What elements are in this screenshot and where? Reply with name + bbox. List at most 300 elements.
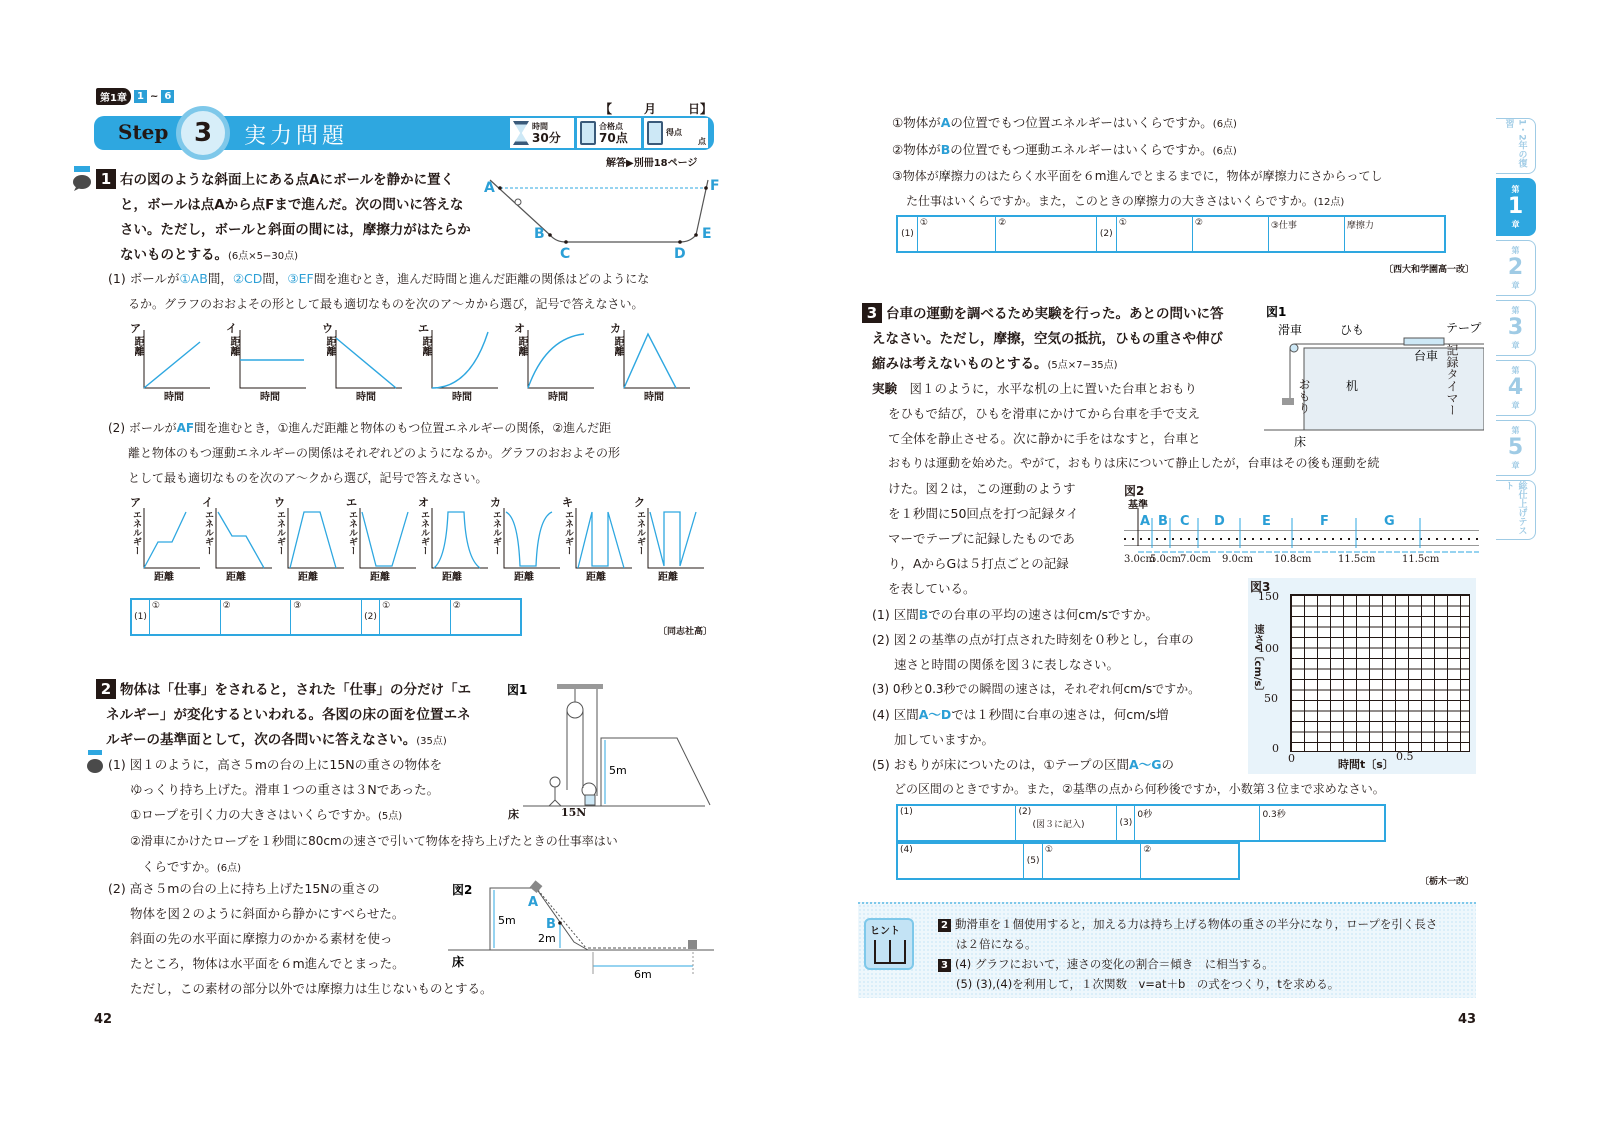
- hint-badge: [864, 918, 914, 970]
- text: を１秒間に50回点を打つ記録タイ: [888, 506, 1079, 521]
- tab-number: 2: [1507, 255, 1524, 280]
- text: では１秒間に台車の速さは，何cm/s増: [951, 707, 1169, 722]
- text: おもりは運動を始めた。やがて，おもりは床について静止したが，台車はその後も運動を続: [888, 456, 1380, 470]
- hint-number: 3: [938, 959, 951, 972]
- q2-line: ルギーの基準面として，次の各問いに答えなさい。: [106, 732, 417, 748]
- tab-bottom: 章: [1511, 401, 1520, 410]
- distance-6m: 6m: [634, 968, 652, 980]
- graph-label: イ: [226, 322, 237, 335]
- stats-panel: [510, 118, 708, 148]
- hint-text: (4) グラフにおいて，速さの変化の割合＝傾き に相当する。: [955, 957, 1274, 971]
- answer-cell[interactable]: ②: [996, 216, 1097, 252]
- hint-box: [858, 902, 1476, 998]
- pulley-label: 滑車: [1278, 323, 1303, 337]
- date-month: 月: [643, 102, 656, 116]
- q2-points: (35点): [416, 736, 447, 747]
- energy-graph-o: [418, 494, 488, 583]
- fig-label: 図3: [1250, 580, 1271, 594]
- text: るか。グラフのおおよその形として最も適切なものを次のア〜カから選び，記号で答えなさい。: [128, 297, 644, 311]
- q2-line: 物体は「仕事」をされると，された「仕事」の分だけ「エ: [120, 682, 471, 698]
- tab-bottom: 章: [1511, 461, 1520, 470]
- section-D: D: [1214, 514, 1225, 529]
- text: の位置でもつ運動エネルギーはいくらですか。: [950, 142, 1213, 157]
- q3-questions: [872, 602, 1252, 777]
- stat-time: [510, 118, 574, 148]
- open-book-icon: [874, 940, 906, 964]
- page-number-right: 43: [1458, 1012, 1477, 1027]
- answer-label: (1): [131, 599, 149, 635]
- q3-fig2-tape: [1124, 482, 1479, 572]
- q3-fig3-graph[interactable]: [1248, 578, 1476, 774]
- cart-label: 台車: [1414, 349, 1439, 363]
- side-tab-chapter-5[interactable]: [1496, 420, 1536, 476]
- answer-cell[interactable]: ③: [291, 599, 362, 635]
- checkbox-clipboard-icon: [647, 121, 663, 145]
- x-label: 距離: [370, 572, 390, 583]
- energy-graph-a: [130, 494, 200, 583]
- section-ref: B: [918, 607, 929, 622]
- answer-cell[interactable]: ②: [1192, 216, 1268, 252]
- date-day: 日】: [687, 102, 712, 116]
- answer-cell[interactable]: ①: [917, 216, 995, 252]
- q3-line: 台車の運動を調べるため実験を行った。あとの問いに答: [886, 306, 1224, 322]
- q3-answer-box-row2: [896, 842, 1240, 880]
- text: たところ，物体は水平面を６m進んでとまった。: [130, 956, 405, 971]
- tape-label: テープ: [1446, 321, 1482, 335]
- sub-label: (5): [872, 757, 890, 772]
- energy-graph-ka: [490, 494, 560, 583]
- y-label: 距離: [420, 336, 431, 356]
- answer-cell[interactable]: ②: [220, 599, 291, 635]
- y-label: 距離: [516, 336, 527, 356]
- step-word: Step: [118, 120, 169, 144]
- y-axis-label: 速さv〔cm/s〕: [1252, 624, 1263, 697]
- hint-number: 2: [938, 919, 951, 932]
- x-label: 時間: [164, 392, 184, 403]
- answer-cell[interactable]: ①: [1042, 843, 1140, 879]
- q1-answer-box: [130, 598, 522, 636]
- q1-sub2: [108, 416, 720, 491]
- q2-fig2-slope: [448, 880, 714, 980]
- graph-u: [322, 320, 412, 403]
- q2-answer-box: [896, 215, 1446, 253]
- graph-label: エ: [418, 322, 429, 335]
- answer-cell[interactable]: ③仕事: [1268, 216, 1344, 252]
- x-label: 距離: [442, 572, 462, 583]
- important-badge: [72, 166, 94, 196]
- side-tab-chapter-4[interactable]: [1496, 360, 1536, 416]
- weight-label: 15N: [561, 806, 587, 819]
- side-tab-final-test[interactable]: [1496, 480, 1536, 540]
- text: の: [1161, 757, 1174, 772]
- text: ②物体が: [892, 142, 941, 157]
- point-E: E: [702, 226, 712, 242]
- text: として最も適切なものを次のア〜クから選び，記号で答えなさい。: [128, 471, 488, 485]
- hint-text: は２倍になる。: [956, 937, 1037, 951]
- x-label: 距離: [226, 572, 246, 583]
- range-start: 1: [134, 90, 147, 103]
- q1-distance-time-graphs: [130, 320, 720, 405]
- fig-label: 図1: [507, 683, 528, 697]
- y-label: エネルギー: [347, 510, 357, 555]
- sub-label: (1): [872, 607, 890, 622]
- text: おもりが床についたのは，①テープの区間: [893, 757, 1130, 772]
- graph-ka: [610, 320, 700, 403]
- point-B: B: [534, 226, 545, 242]
- q1-line: ないものとする。: [120, 247, 228, 263]
- q3-points: (5点×7−35点): [1047, 360, 1118, 371]
- text: た仕事はいくらですか。また，このときの摩擦力の大きさはいくらですか。: [906, 194, 1314, 208]
- floor-label: 床: [1294, 435, 1307, 449]
- text: 間，: [207, 271, 233, 286]
- q1-number: 1: [96, 169, 116, 189]
- y-label: エネルギー: [275, 510, 285, 555]
- length: 5.0cm: [1150, 554, 1181, 565]
- height-2m: 2m: [538, 932, 556, 945]
- text: くらですか。: [142, 859, 217, 874]
- text: 図２の基準の点が打点された時刻を０秒とし，台車の: [893, 632, 1194, 647]
- q1-line: さい。ただし，ボールと斜面の間には，摩擦力がはたらか: [120, 222, 471, 238]
- text: 物体を図２のように斜面から静かにすべらせた。: [130, 906, 405, 921]
- q1-stem: [96, 168, 476, 269]
- text: どの区間のときですか。また，②基準の点から何秒後ですか，小数第３位まで求めなさい。: [894, 782, 1385, 796]
- point-A: A: [484, 180, 495, 196]
- energy-graph-e: [346, 494, 416, 583]
- energy-graph-ki: [562, 494, 632, 583]
- seg-ab: ①AB: [179, 271, 208, 286]
- text: 図１のように，水平な机の上に置いた台車とおもり: [909, 381, 1198, 396]
- x-label: 時間: [356, 392, 376, 403]
- y-label: エネルギー: [491, 510, 501, 555]
- q1-line: と，ボールは点Aから点Fまで進んだ。次の問いに答えな: [120, 197, 464, 213]
- y-tick: 50: [1264, 692, 1278, 705]
- hint-item: [938, 914, 1474, 994]
- length: 7.0cm: [1180, 554, 1211, 565]
- section-A: A: [1140, 514, 1151, 529]
- medal-clipboard-icon: [580, 121, 596, 145]
- graph-label: オ: [418, 496, 429, 509]
- answer-label: (3): [1117, 805, 1135, 841]
- speech-bubble-icon: [72, 166, 94, 192]
- timer-label: 記録タイマー: [1445, 344, 1459, 416]
- x-axis-label: 時間t〔s〕: [1338, 758, 1394, 771]
- tab-bottom: 章: [1511, 220, 1520, 229]
- sub-label: (1): [108, 271, 126, 286]
- height-5m: 5m: [498, 914, 516, 927]
- graph-label: ク: [634, 496, 645, 509]
- graph-label: ア: [130, 322, 141, 335]
- tab-number: 3: [1507, 315, 1524, 340]
- slope-figure: [480, 170, 720, 260]
- points: (12点): [1313, 197, 1345, 208]
- reference-label: 基準: [1128, 500, 1148, 511]
- text: 速さと時間の関係を図３に表しなさい。: [894, 657, 1120, 672]
- hint-text: (5) (3),(4)を利用して，１次関数 v=at＋b の式をつくり，tを求める。: [956, 977, 1340, 991]
- tab-top: 第: [1511, 246, 1520, 255]
- q2-sub1: [108, 752, 720, 881]
- answer-cell[interactable]: 0秒: [1135, 805, 1260, 841]
- answer-cell[interactable]: ②: [1141, 843, 1239, 879]
- tab-bottom: 章: [1511, 341, 1520, 350]
- graph-label: エ: [346, 496, 357, 509]
- text: の位置でもつ位置エネルギーはいくらですか。: [950, 115, 1213, 130]
- answer-label: (2): [1096, 216, 1116, 252]
- text: 加していますか。: [894, 732, 995, 747]
- seg-ef: ③EF: [287, 271, 314, 286]
- sub-label: (2): [108, 421, 125, 435]
- q3-answer-box-row1: [896, 804, 1386, 842]
- q1-points: (6点×5−30点): [228, 251, 299, 262]
- points: (6点): [216, 863, 242, 874]
- y-label: エネルギー: [635, 510, 645, 555]
- sub-label: (2): [108, 881, 126, 896]
- length: 3.0cm: [1124, 554, 1155, 565]
- side-tab-chapter-3[interactable]: [1496, 300, 1536, 356]
- sub-label: (1): [108, 757, 126, 772]
- chapter-tag: [96, 88, 174, 105]
- source-citation: 〔同志社高〕: [658, 627, 713, 637]
- height-label: 5m: [609, 764, 627, 777]
- grid[interactable]: [1290, 594, 1470, 752]
- points: (6点): [1212, 119, 1237, 130]
- step-banner: [94, 116, 714, 150]
- text: ただし，この素材の部分以外では摩擦力は生じないものとする。: [130, 981, 493, 996]
- point-C: C: [560, 246, 571, 260]
- graph-a: [130, 320, 220, 403]
- text: 間を進むとき，①進んだ距離と物体のもつ位置エネルギーの関係，②進んだ距: [194, 421, 612, 435]
- text: 間，: [262, 271, 288, 286]
- text: り，AからGは５打点ごとの記録: [888, 556, 1069, 571]
- tab-top: 第: [1511, 306, 1520, 315]
- source-citation: 〔栃木一改〕: [1420, 877, 1475, 887]
- answer-cell[interactable]: ②: [450, 599, 521, 635]
- range-end: 6: [161, 90, 174, 103]
- section-G: G: [1384, 514, 1395, 529]
- q2-continued: [892, 110, 1482, 215]
- length: 10.8cm: [1274, 554, 1312, 565]
- source-citation: 〔西大和学園高一改〕: [1384, 265, 1475, 275]
- graph-label: カ: [610, 322, 621, 335]
- answer-label: (2): [361, 599, 379, 635]
- side-tab-chapter-2[interactable]: [1496, 240, 1536, 296]
- point-A: A: [528, 895, 539, 910]
- answer-cell[interactable]: 摩擦力: [1344, 216, 1445, 252]
- text: ①ロープを引く力の大きさはいくらですか。: [130, 807, 378, 822]
- text: ②滑車にかけたロープを１秒間に80cmの速さで引いて物体を持ち上げたときの仕事率はい: [130, 834, 618, 848]
- speech-bubble-icon: [86, 750, 106, 776]
- seg-af: AF: [176, 421, 195, 435]
- sub-label: (3): [872, 682, 889, 696]
- x-label: 距離: [658, 572, 678, 583]
- tab-number: 4: [1507, 375, 1524, 400]
- tab-label: 1・2年の復習: [1503, 119, 1527, 168]
- energy-graph-ku: [634, 494, 704, 583]
- x-label: 距離: [298, 572, 318, 583]
- answer-cell[interactable]: ①: [380, 599, 451, 635]
- page-title: 実力問題: [244, 124, 349, 149]
- graph-label: カ: [490, 496, 501, 509]
- text: 斜面の先の水平面に摩擦力のかかる素材を使っ: [130, 931, 393, 946]
- graph-i: [226, 320, 316, 403]
- graph-label: イ: [202, 496, 213, 509]
- page-number-left: 42: [94, 1012, 113, 1027]
- energy-graph-i: [202, 494, 272, 583]
- length: 11.5cm: [1338, 554, 1376, 565]
- y-label: エネルギー: [203, 510, 213, 555]
- graph-label: ウ: [274, 496, 285, 509]
- graph-label: キ: [562, 496, 573, 509]
- sub-label: (4): [872, 707, 890, 722]
- stat-score[interactable]: [644, 118, 708, 148]
- y-tick: 0: [1272, 742, 1279, 755]
- floor-label: 床: [508, 808, 519, 821]
- text: ボールが: [128, 421, 177, 435]
- length: 9.0cm: [1222, 554, 1253, 565]
- seg-cd: ②CD: [232, 271, 263, 286]
- answer-label: (2): [1018, 807, 1032, 817]
- graph-label: ア: [130, 496, 141, 509]
- x-label: 距離: [154, 572, 174, 583]
- x-label: 距離: [586, 572, 606, 583]
- graph-e: [418, 320, 508, 403]
- text: 区間: [893, 707, 919, 722]
- points: (6点): [1212, 146, 1237, 157]
- tab-top: 第: [1511, 426, 1520, 435]
- point-B: B: [546, 917, 556, 932]
- y-label: 距離: [228, 336, 239, 356]
- y-label: エネルギー: [563, 510, 573, 555]
- text: マーでテープに記録したものであ: [888, 531, 1075, 546]
- y-label: 距離: [324, 336, 335, 356]
- floor-label: 床: [452, 955, 465, 969]
- y-tick: 150: [1258, 590, 1279, 603]
- answer-cell[interactable]: ①: [1116, 216, 1192, 252]
- important-badge-2: [86, 750, 106, 780]
- section-F: F: [1320, 514, 1329, 529]
- step-number: 3: [193, 118, 213, 148]
- q1-sub1: [108, 266, 718, 317]
- answer-reference: 解答▶別冊18ページ: [606, 158, 698, 169]
- fig-label: 図1: [1266, 305, 1287, 319]
- side-tab-review[interactable]: [1496, 118, 1536, 174]
- x-label: 時間: [644, 392, 664, 403]
- side-tab-chapter-1[interactable]: [1496, 178, 1536, 236]
- fig-label: 図2: [452, 883, 473, 897]
- answer-label: (1): [897, 216, 917, 252]
- sub-label: (2): [872, 632, 890, 647]
- chapter-label: 第1章: [96, 88, 131, 105]
- hourglass-icon: [513, 121, 529, 145]
- y-label: エネルギー: [419, 510, 429, 555]
- stat-value: 70点: [599, 130, 628, 145]
- q2-stem: [96, 678, 506, 754]
- graph-label: オ: [514, 322, 525, 335]
- text: 高さ５mの台の上に持ち上げた15Nの重さの: [129, 881, 380, 896]
- experiment-label: 実験: [872, 381, 898, 396]
- text: をひもで結び，ひもを滑車にかけてから台車を手で支え: [888, 406, 1201, 421]
- text: けた。図２は，この運動のようす: [888, 481, 1076, 496]
- hint-label: ヒント: [870, 926, 900, 937]
- text: ③物体が摩擦力のはたらく水平面を６m進んでとまるまでに，物体が摩擦力にさからってし: [892, 169, 1383, 183]
- q3-line: えなさい。ただし，摩擦，空気の抵抗，ひもの重さや伸び: [872, 331, 1223, 347]
- q2-sub2: [108, 876, 458, 976]
- fig-label: 図2: [1124, 484, 1145, 498]
- q3-stem: [862, 302, 1262, 378]
- q1-line: 右の図のような斜面上にある点Aにボールを静かに置く: [120, 172, 455, 188]
- q3-number: 3: [862, 303, 882, 323]
- section-ref: A〜G: [1129, 757, 1162, 772]
- tab-top: 第: [1511, 185, 1520, 194]
- text: ボールが: [129, 271, 180, 286]
- section-ref: A〜D: [918, 707, 952, 722]
- date-line: [600, 100, 712, 117]
- weight-label: おもり: [1297, 378, 1311, 414]
- text: ①物体が: [892, 115, 941, 130]
- graph-label: ウ: [322, 322, 333, 335]
- range-sep: ~: [149, 91, 159, 102]
- energy-graph-u: [274, 494, 344, 583]
- x-label: 時間: [260, 392, 280, 403]
- stat-unit: 点: [698, 137, 706, 146]
- x-tick: 0: [1288, 752, 1295, 765]
- text: での台車の平均の速さは何cm/sですか。: [928, 607, 1159, 622]
- section-E: E: [1262, 514, 1271, 529]
- y-label: エネルギー: [131, 510, 141, 555]
- hint-text: 動滑車を１個使用すると，加える力は持ち上げる物体の重さの半分になり，ロープを引く長さ: [955, 917, 1438, 931]
- answer-cell[interactable]: (1): [897, 805, 1016, 841]
- point-D: D: [674, 246, 686, 260]
- q2-line: ネルギー」が変化するといわれる。各図の床の面を位置エネ: [106, 707, 471, 723]
- stat-value: 30分: [532, 130, 561, 145]
- q3-line: 縮みは考えないものとする。: [872, 356, 1048, 372]
- length: 11.5cm: [1402, 554, 1440, 565]
- step-number-circle: [176, 106, 230, 160]
- x-label: 時間: [452, 392, 472, 403]
- stat-passing: [577, 118, 641, 148]
- section-C: C: [1180, 514, 1190, 529]
- stat-label: 合格点: [599, 121, 623, 131]
- q1-energy-distance-graphs: [130, 494, 720, 584]
- y-label: 距離: [132, 336, 143, 356]
- text: 0秒と0.3秒での瞬間の速さは，それぞれ何cm/sですか。: [892, 682, 1201, 696]
- answer-label: (5): [1024, 843, 1042, 879]
- date-open: 【: [600, 102, 613, 116]
- answer-cell[interactable]: (4): [897, 843, 1024, 879]
- point-F: F: [710, 178, 720, 194]
- answer-note: (図３に記入): [1032, 820, 1085, 830]
- string-label: ひも: [1340, 323, 1365, 337]
- q2-number: 2: [96, 679, 116, 699]
- y-tick: 100: [1258, 642, 1279, 655]
- point-A: A: [940, 115, 951, 130]
- tab-label: 総仕上げテスト: [1503, 481, 1527, 535]
- tab-top: 第: [1511, 366, 1520, 375]
- text: 離と物体のもつ運動エネルギーの関係はそれぞれどのようになるか。グラフのおおよその形: [128, 446, 621, 460]
- answer-cell[interactable]: 0.3秒: [1260, 805, 1385, 841]
- x-label: 距離: [514, 572, 534, 583]
- text: を表している。: [888, 581, 976, 596]
- answer-cell[interactable]: ①: [149, 599, 220, 635]
- x-label: 時間: [548, 392, 568, 403]
- stat-label: 得点: [666, 128, 682, 137]
- text: 区間: [893, 607, 919, 622]
- y-label: 距離: [612, 336, 623, 356]
- x-tick: 0.5: [1396, 750, 1414, 763]
- text: ゆっくり持ち上げた。滑車１つの重さは３Nであった。: [130, 782, 440, 797]
- points: (5点): [377, 811, 403, 822]
- text: 間を進むとき，進んだ時間と進んだ距離の関係はどのようにな: [313, 272, 650, 286]
- tab-bottom: 章: [1511, 281, 1520, 290]
